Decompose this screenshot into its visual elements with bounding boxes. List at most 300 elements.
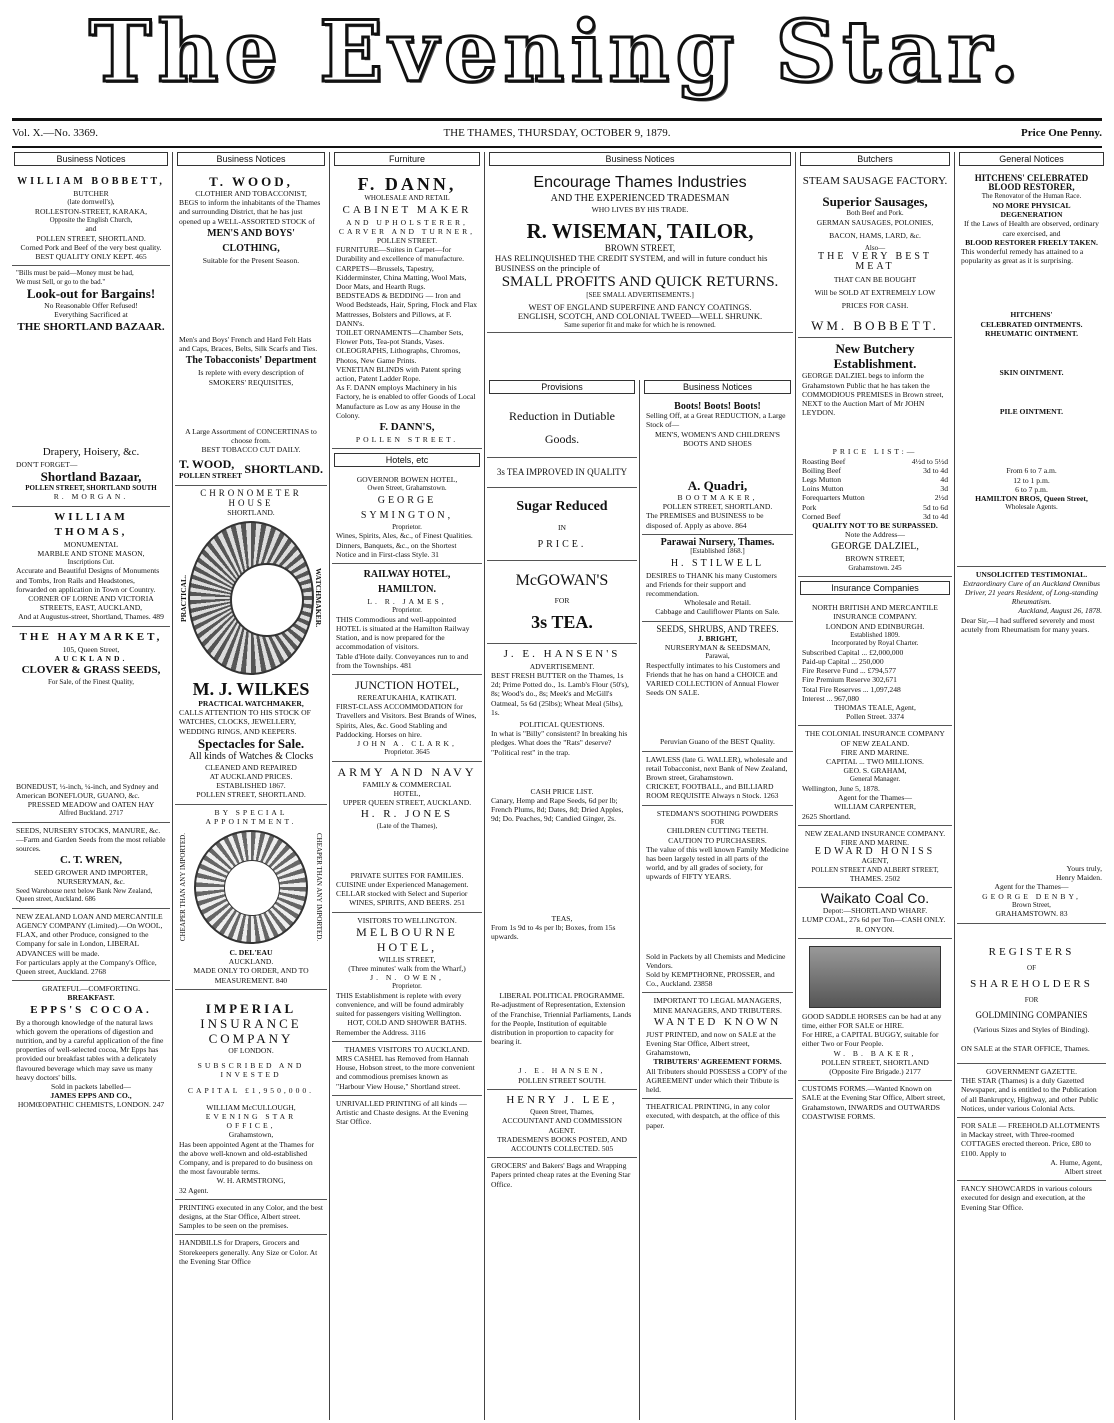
ad-line: CUISINE under Experienced Management. [336, 879, 469, 889]
price-row [802, 503, 948, 512]
ad-line: WINES, SPIRITS, AND BEERS. 251 [349, 898, 465, 908]
ad-line: CORNER OF LORNE AND VICTORIA STREETS, EAST, AUCKLAND, [28, 594, 154, 613]
text-placeholder [491, 757, 633, 787]
ad-line: Everything Sacrificed at [54, 310, 128, 320]
ad-t-wood [175, 171, 327, 486]
dateline-rule [12, 146, 1102, 148]
ad-hansen [487, 644, 637, 1090]
ad-line: BEST FRESH BUTTER on the Thames, 1s 2d; Prime Potted do., 1s. Lamb's Flour (50's), 8s; Wood's do., 8s; Meek's and McGill's Oatmeal, 5s 6d (25lbs); Wheat Meal (5lbs), 1s. [491, 671, 629, 717]
ad-line: ADVERTISEMENT. [529, 661, 595, 671]
ad-line: POLITICAL QUESTIONS. [519, 720, 605, 730]
ad-line: Sold in packets labelled— [51, 1081, 131, 1091]
ad-line: AGENT, [861, 856, 889, 866]
goods-list-placeholder [16, 335, 166, 445]
ad-line: Inscriptions Cut. [67, 557, 115, 566]
ad-line: BROWN STREET, [604, 243, 676, 254]
ad-line: FIRE AND MARINE. [840, 837, 910, 847]
price-value: 4½d to 5½d [911, 456, 948, 466]
ad-line: No Reasonable Offer Refused! [44, 301, 138, 311]
ad-line: Pollen Street. 3374 [845, 712, 904, 722]
text-placeholder [336, 831, 478, 871]
text-placeholder [179, 387, 323, 427]
ad-line: Henry Maiden. [1056, 873, 1102, 883]
ad-title: GEORGE SYMINGTON, [360, 494, 454, 521]
column-4 [487, 380, 637, 1420]
ad-line: GRATEFUL—COMFORTING. [41, 984, 141, 994]
ad-lawless [642, 752, 793, 806]
ad-title: J. E. HANSEN'S [503, 647, 621, 660]
ad-line: "Bills must be paid—Money must be had, [16, 269, 134, 278]
ad-line: All kinds of Watches & Clocks [188, 750, 314, 762]
ad-line: JUST PRINTED, and now on SALE at the Evening Star Office, Albert street, Grahamstown, [646, 1029, 776, 1058]
ad-line: (Late of the Thames), [376, 822, 438, 831]
ad-line: Subscribed Capital ... £2,000,000 [802, 647, 904, 657]
ad-line: Canary, Hemp and Rape Seeds, 6d per lb; French Plums, 8d; Dates, 8d; Dried Apples, 9d; Do. Peaches, 9d; Candied Ginger, 2s. [491, 796, 624, 824]
ad-line: CASH PRICE LIST. [530, 786, 594, 796]
ad-line: HOT, COLD AND SHOWER BATHS. [347, 1018, 467, 1028]
ad-stedmans-powders [642, 806, 793, 994]
ad-line: W. H. ARMSTRONG, [216, 1176, 286, 1186]
ad-line: Sold by KEMPTHORNE, PROSSER, and Co., Auckland. 23858 [646, 970, 775, 989]
ad-line: Also— [864, 243, 886, 252]
ad-line: BEDSTEADS & BEDDING — Iron and Wood Bedsteads, Hair, Spring, Flock and Flax Mattresses, Bolsters and Pillows, at F. DANN's. [336, 291, 478, 328]
text-placeholder [491, 941, 633, 991]
dateline [12, 124, 1102, 144]
ad-line: Wines, Spirits, Ales, &c., of Finest Qualities. [336, 531, 473, 541]
ad-line: GEORGE DALZIEL begs to inform the Grahamstown Public that he has taken the COMMODIOUS PREMISES in Brown street, NEXT to the Auction Mart of Mr JOHN LEYDON. [802, 371, 944, 418]
ad-line: Table d'Hote daily. Conveyances run to and from the Townships. 481 [336, 651, 469, 670]
ad-title: UNSOLICITED TESTIMONIAL. [975, 569, 1088, 579]
ad-line: BEST TOBACCO CUT DAILY. [201, 445, 301, 455]
ad-line: GOLDMINING COMPANIES [975, 1009, 1088, 1020]
ad-north-british-insurance [798, 600, 952, 726]
ad-line: BREAKFAST. [67, 993, 115, 1003]
ad-line: THE STAR (Thames) is a duly Gazetted Newspaper, and is entitled to the Publication of all Bankruptcy, Highway, and other Public Notices, under various Colonial Acts. [961, 1076, 1099, 1113]
ad-line: NURSERYMAN & SEEDSMAN, [664, 642, 771, 652]
ad-hitchens-restorer [957, 171, 1106, 567]
section-header: General Notices [959, 152, 1104, 166]
ad-title: MELBOURNE HOTEL, [356, 924, 458, 954]
ad-line: PRESSED MEADOW and OATEN HAY [27, 799, 155, 809]
price-list [802, 457, 948, 521]
ad-fancy-showcards [957, 1181, 1106, 1216]
ad-line: PRICE. [537, 539, 587, 551]
price-row [802, 457, 948, 466]
ad-title: WM. BOBBETT. [811, 318, 939, 334]
ad-line: THAT CAN BE BOUGHT [833, 274, 917, 284]
ad-line: [SEE SMALL ADVERTISEMENTS.] [586, 291, 694, 300]
ad-line: FIRST-CLASS ACCOMMODATION for Travellers and Visitors. Best Brands of Wines, Spirits, Ales, &c. Good Stabling and Paddocking. Horses on hire. [336, 702, 477, 739]
ad-line: THIS Commodious and well-appointed HOTEL is situated at the Hamilton Railway Station, and is now prepared for the accommodation of visitors. [336, 614, 470, 652]
ad-line: JAMES EPPS AND CO., [50, 1091, 132, 1101]
text-placeholder [491, 1046, 633, 1066]
ad-line: Alfred Buckland. 2717 [58, 809, 124, 818]
section-header: Business Notices [177, 152, 325, 166]
ad-line: Brown Street, [1012, 900, 1051, 909]
ad-title: A. Quadri, [687, 478, 748, 494]
ad-title: STEDMAN'S SOOTHING POWDERS [656, 808, 779, 818]
ad-title: 3s TEA. [531, 611, 593, 632]
ad-title: REGISTERS [988, 945, 1075, 958]
ad-line: TOILET ORNAMENTS—Chamber Sets, Flower Pots, Tea-pot Stands, Vases. [336, 327, 464, 347]
ad-line: GEO. S. GRAHAM, [843, 766, 907, 776]
ad-title: THE HAYMARKET, [19, 630, 163, 643]
text-placeholder [646, 448, 789, 478]
ad-theatrical-printing [642, 1099, 793, 1134]
ad-line: (Various Sizes and Styles of Binding). [973, 1024, 1090, 1034]
ad-line: CRICKET, FOOTBALL, and BILLIARD ROOM REQUISITE Always n Stock. 1263 [646, 782, 779, 801]
ad-freehold-allotments [957, 1118, 1106, 1181]
ad-line: This wonderful remedy has attained to a popularity as great as it is surprising. [961, 246, 1084, 266]
ad-line: 6 to 7 p.m. [1015, 484, 1048, 494]
ad-line: 105, Queen Street, [62, 644, 120, 654]
ad-line: FOR [1024, 996, 1039, 1005]
masthead [0, 0, 1114, 120]
ad-title: THE VERY BEST MEAT [817, 251, 932, 272]
ad-line: Same superior fit and make for which he is renowned. [564, 321, 716, 330]
ad-title: STEAM SAUSAGE FACTORY. [802, 175, 948, 187]
ad-bright-seeds [642, 622, 793, 752]
ad-line: JOHN A. CLARK, [357, 738, 457, 748]
ad-line: LAWLESS (late G. WALLER), wholesale and retail Tobacconist, next Bank of New Zealand, Brown street, Grahamstown. [646, 754, 788, 783]
ad-line: WATCHES, CLOCKS, JEWELLERY, WEDDING RINGS, AND KEEPERS. [179, 717, 297, 736]
ad-line: WILLIAM McCULLOUGH, [206, 1102, 296, 1112]
ad-line: DESIRES to THANK his many Customers and Friends for their support and recommendation. [646, 570, 777, 598]
ad-line: All Tributers should POSSESS a COPY of the AGREEMENT under which their Tribute is held. [646, 1066, 787, 1095]
ad-line: Interest ... 967,080 [802, 693, 859, 703]
ad-line: Corned Pork and Beef of the very best quality. [20, 242, 162, 252]
ad-line: WEST OF ENGLAND SUPERFINE AND FANCY COATINGS. [528, 301, 752, 312]
price-item: Boiling Beef [802, 465, 842, 475]
ad-line: 32 Agent. [179, 1185, 209, 1195]
ad-title: CABINET MAKER [342, 203, 472, 216]
ad-line: POLLEN STREET, SHORTLAND. [36, 233, 146, 243]
ad-nz-insurance [798, 826, 952, 889]
ad-mcgowans [487, 561, 637, 644]
ad-line: HOTEL, [393, 788, 421, 798]
ad-line: Selling Off, at a Great REDUCTION, a Large Stock of— [646, 411, 786, 430]
ad-line: Opposite the English Church, [49, 215, 133, 224]
ad-line: BLOOD RESTORER FREELY TAKEN. [965, 237, 1098, 247]
ad-line: IN [557, 523, 566, 533]
ad-line: We must Sell, or go to the bad." [16, 277, 106, 286]
ad-line: Proprietor. [392, 606, 422, 615]
ad-title: T. WOOD, [209, 174, 293, 189]
ad-line: FURNITURE—Suites in Carpet—for Durability and excellence of manufacture. [336, 245, 464, 264]
text-placeholder [961, 377, 1102, 407]
shirt-seal [179, 826, 323, 948]
ad-line: Drapery, Hoisery, &c. [42, 445, 140, 458]
ad-handbills [175, 1235, 327, 1270]
ad-title: CLOVER & GRASS SEEDS, [21, 664, 161, 677]
ad-line: HOMŒOPATHIC CHEMISTS, LONDON. 247 [17, 1100, 165, 1110]
ad-title: New Butchery Establishment. [833, 341, 917, 372]
ad-title: H. R. JONES [360, 808, 454, 821]
ad-line: WILLIAM CARPENTER, [834, 802, 916, 812]
column-1 [12, 152, 170, 1420]
ad-line: VENETIAN BLINDS with Patent spring action, Patent Ladder Rope. [336, 364, 461, 383]
ad-line: For particulars apply at the Company's Office, Queen street, Auckland. 2768 [16, 957, 157, 976]
ad-title: IMPORTANT TO LEGAL MANAGERS, MINE MANAGERS, AND TRIBUTERS. [653, 996, 782, 1015]
ad-line: SHORTLAND. [227, 507, 275, 517]
ad-nz-loan [12, 909, 170, 981]
ad-title: M. J. WILKES [192, 679, 310, 700]
ad-title: WANTED KNOWN [653, 1015, 782, 1028]
ad-line: CELLAR stocked with Select and Superior [336, 889, 468, 899]
ad-title: HENRY J. LEE, [506, 1093, 618, 1106]
ad-army-navy [332, 762, 482, 913]
ad-line: (Opposite Fire Brigade.) 2177 [829, 1067, 921, 1077]
ad-colonial-insurance [798, 726, 952, 825]
ad-line: For Sale, of the Finest Quality, [47, 678, 135, 687]
ad-title: R. WISEMAN, TAILOR, [526, 219, 754, 244]
column-5 [642, 380, 793, 1420]
ad-title: C. T. WREN, [59, 854, 123, 867]
ad-line: Total Fire Reserves ... 1,097,248 [802, 684, 901, 694]
ad-waikato-coal [798, 888, 952, 939]
ad-line: ROLLESTON-STREET, KARAKA, [34, 206, 148, 216]
ad-line: THEATRICAL PRINTING, in any color executed, with despatch, at the office of this paper. [646, 1102, 780, 1130]
ad-title: RAILWAY HOTEL, HAMILTON. [363, 568, 451, 595]
ad-line: BROWN STREET, [845, 554, 905, 564]
ad-title: SEEDS, SHRUBS, AND TREES. [656, 623, 779, 634]
ad-line: GROCERS' and Bakers' Bags and Wrapping Papers printed cheap rates at the Evening Star Office. [491, 1161, 631, 1189]
ad-title: GEORGE DALZIEL, [831, 541, 919, 553]
price-row [802, 512, 948, 521]
ad-line: NEW ZEALAND LOAN AND MERCANTILE AGENCY COMPANY (Limited).—On WOOL, FLAX, and other Produce, consigned to the Company for sale in London, LIBERAL ADVANCES will be made. [16, 911, 163, 958]
ad-title: EDWARD HONISS [814, 846, 936, 858]
ad-title: THE COLONIAL INSURANCE COMPANY OF NEW ZEALAND. [805, 729, 945, 748]
ad-title: Spectacles for Sale. [197, 735, 305, 751]
ad-line: General Manager. [849, 775, 901, 784]
ad-line: BEST QUALITY ONLY KEPT. 465 [35, 252, 147, 262]
ad-line: PRIVATE SUITES FOR FAMILIES. [350, 870, 464, 880]
ad-quadri-boots [642, 399, 793, 535]
price-value: 2½d [934, 493, 948, 503]
ad-line: MONUMENTAL [63, 539, 119, 549]
ad-title: Reduction in Dutiable [509, 409, 615, 423]
ad-line: Accurate and Beautiful Designs of Monuments and Tombs, Iron Rails and Headstones, forwarded on application in Town or Country. [16, 566, 160, 594]
ad-line: TEAS, [551, 913, 573, 923]
ad-title: WILLIAM THOMAS, [54, 510, 128, 538]
ad-junction-hotel [332, 675, 482, 762]
ad-line: Owen Street, Grahamstown. [367, 484, 447, 493]
section-header: Provisions [489, 380, 635, 394]
price-value: 3d to 4d [923, 511, 948, 521]
ad-line: In what is "Billy" consistent? In breaking his pledges. What does the "Rats" deserve? "Political rest" in the trap. [491, 729, 628, 757]
column-3 [332, 152, 482, 1420]
ad-line: PILE OINTMENT. [999, 407, 1064, 417]
ad-line: MARBLE AND STONE MASON, [37, 548, 145, 558]
column-rule [954, 152, 955, 1420]
ad-line: Agent for the Thames— [994, 882, 1069, 892]
ad-line: FOR [554, 595, 570, 605]
ad-line: FOR [710, 817, 725, 826]
ad-line: SKIN OINTMENT. [999, 367, 1064, 377]
ad-line: FOR SALE — FREEHOLD ALLOTMENTS in Mackay street, with Three-roomed COTTAGES erected thereon. Price, £80 to £100. Apply to [961, 1121, 1100, 1158]
ad-line: A Large Assortment of CONCERTINAS to choose from. [185, 426, 317, 446]
ad-title: F. DANN'S, [379, 420, 435, 433]
column-rule [639, 380, 640, 1420]
ad-title: THE SHORTLAND BAZAAR. [17, 320, 165, 333]
ad-line: Auckland, August 26, 1878. [1018, 606, 1102, 616]
ad-line: CARPETS—Brussels, Tapestry, Kidderminster, China Matting, Wool Mats, Door Mats, and Hearth Rugs. [336, 263, 467, 291]
ad-line: VISITORS TO WELLINGTON. [357, 915, 457, 925]
ad-line: Respectfully intimates to his Customers and Friends that he has on hand a CHOICE and VARIED COLLECTION of Annual Flower Seeds ON SALE. [646, 660, 780, 698]
price-value: 5d to 6d [923, 502, 948, 512]
ad-line: WHOLESALE AND RETAIL [364, 194, 450, 202]
text-placeholder [961, 512, 1102, 562]
ad-line: FANCY SHOWCARDS in various colours executed for design and execution, at the Evening Star Office. [961, 1184, 1092, 1212]
ad-customs-forms [798, 1081, 952, 1125]
ad-title: CHRONOMETER HOUSE [200, 488, 302, 508]
ad-line: J. N. OWEN, [370, 973, 444, 983]
ad-line: POLLEN STREET [179, 471, 243, 481]
masthead-rule [12, 118, 1102, 121]
ad-line: THAMES VISITORS TO AUCKLAND. [344, 1044, 470, 1054]
ad-line: SUBSCRIBED AND INVESTED [197, 1061, 305, 1080]
ad-line: HITCHENS' [1010, 310, 1053, 320]
ad-line: R. MORGAN. [53, 492, 129, 502]
ad-title: GOVERNMENT GAZETTE. [986, 1067, 1077, 1076]
ad-line: For HIRE, a CAPITAL BUGGY, suitable for either Two or Four People. [802, 1030, 939, 1049]
ad-line: POLLEN STREET. [355, 434, 459, 444]
ad-line: THAMES. 2502 [849, 874, 901, 884]
ad-line: EVENING STAR OFFICE, [205, 1111, 297, 1131]
price-row [802, 475, 948, 484]
ad-line: Grahamstown. 245 [848, 563, 902, 572]
ad-line: MEN'S, WOMEN'S AND CHILDREN'S BOOTS AND SHOES [654, 429, 781, 448]
ad-line: POLLEN STREET, SHORTLAND. [662, 502, 773, 512]
ad-title: Superior Sausages, [822, 194, 928, 209]
ad-line: POLLEN STREET. [376, 235, 438, 245]
ad-line: [Established 1868.] [690, 547, 745, 556]
ad-line: and [85, 224, 97, 234]
watch-illustration [179, 517, 323, 679]
ad-title: BY SPECIAL APPOINTMENT. [205, 807, 297, 826]
ad-line: Dinners, Banquets, &c., on the Shortest Notice and in First-class Style. 31 [336, 540, 457, 559]
column-6 [798, 152, 952, 1420]
price-value: 4d [940, 475, 948, 485]
ad-line: CAUTION TO PURCHASERS. [668, 835, 767, 845]
ad-line: Proprietor. [392, 522, 422, 531]
ad-title: Encourage Thames Industries [533, 174, 747, 191]
ad-line: Wellington, June 5, 1878. [802, 783, 880, 793]
ad-imperial-insurance [175, 990, 327, 1200]
ad-title: JUNCTION HOTEL, [355, 677, 459, 692]
ad-line: The Renovator of the Human Race. [981, 192, 1082, 201]
ad-f-dann [332, 171, 482, 449]
ad-line: SEEDS, NURSERY STOCKS, MANURE, &c.—Farm and Garden Seeds from the most reliable sources. [16, 825, 166, 854]
ad-line: PRINTING executed in any Color, and the best designs, at the Star Office, Albert street. Samples to be seen on the premises. [179, 1202, 323, 1231]
ad-line: W. B. BAKER, [833, 1048, 917, 1058]
issue-date: THE THAMES, THURSDAY, OCTOBER 9, 1879. [443, 127, 671, 139]
price-row [802, 493, 948, 502]
ad-line: GRAHAMSTOWN. 83 [995, 909, 1068, 919]
text-placeholder [961, 265, 1102, 310]
ad-wilkes [175, 486, 327, 804]
ad-title: NORTH BRITISH AND MERCANTILE INSURANCE COMPANY. [812, 603, 938, 622]
ad-line: MRS CASHEL has Removed from Hannah House, Hobson street, to the more convenient and commodious premises known as "Harbour View House," Shortland street. [336, 1054, 475, 1091]
text-placeholder [961, 338, 1102, 368]
ad-wren [12, 823, 170, 909]
ad-line: J. E. HANSEN, [518, 1066, 606, 1076]
ad-line: GEORGE DENBY, [982, 891, 1081, 901]
ad-line: Wholesale and Retail. [684, 598, 751, 608]
ad-line: QUALITY NOT TO BE SURPASSED. [812, 521, 938, 531]
volume-number: Vol. X.—No. 3369. [12, 127, 98, 139]
ad-line: POLLEN STREET, SHORTLAND SOUTH [25, 483, 157, 492]
price: Price One Penny. [1021, 127, 1102, 139]
column-rule [484, 152, 485, 1420]
ad-line: CELEBRATED OINTMENTS. [980, 319, 1083, 329]
ad-line: HANDBILLS for Drapers, Grocers and Storekeepers generally. Any Size or Color. At the Evening Star Office [179, 1238, 318, 1266]
ad-line: BACON, HAMS, LARD, &c. [829, 230, 921, 240]
ad-title: Sugar Reduced [516, 499, 608, 515]
ad-line: POLLEN STREET, SHORTLAND. [196, 790, 306, 800]
ad-epps-cocoa [12, 981, 170, 1113]
ad-line: C. DEL'EAU [229, 948, 273, 958]
ad-line: WHO LIVES BY HIS TRADE. [591, 205, 689, 214]
watch-face-icon [188, 521, 314, 675]
ad-grocers-bags [487, 1158, 637, 1193]
ad-line: AUCKLAND. [54, 653, 128, 663]
ad-henry-lee [487, 1090, 637, 1158]
ad-line: BONEDUST, ½-inch, ¼-inch, and Sydney and American BONEFLOUR, GUANO, &c. [16, 781, 159, 800]
column-rule [329, 152, 330, 1420]
ad-line: Yours truly, [1066, 864, 1102, 874]
ad-line: Dear Sir,—I had suffered severely and most acutely from Rheumatism for many years. [961, 615, 1095, 634]
ad-line: Fire Reserve Fund ... £794,577 [802, 666, 897, 676]
ad-line: If the Laws of Health are observed, ordinary care exercised, and [964, 219, 1099, 238]
ad-line: Proprietor. 3645 [384, 748, 430, 757]
ad-line: J. BRIGHT, [697, 633, 738, 643]
ad-line: A. Hume, Agent, [1050, 1157, 1102, 1167]
ad-line: From 6 to 7 a.m. [1006, 466, 1057, 476]
ad-line: WILLIS STREET, [378, 954, 436, 964]
ad-line: GERMAN SAUSAGES, POLONIES, [816, 217, 934, 227]
ad-title: WILLIAM BOBBETT, [17, 176, 165, 187]
ad-line: 2625 Shortland. [802, 811, 851, 821]
ad-title: EPPS'S COCOA. [30, 1003, 152, 1016]
ad-line: BUTCHER [73, 189, 109, 198]
ad-line: 3s TEA IMPROVED IN QUALITY [496, 467, 628, 477]
ad-line: LIBERAL POLITICAL PROGRAMME. [499, 991, 625, 1001]
price-item: Forequarters Mutton [802, 493, 865, 503]
ad-line: AND UPHOLSTERER, [346, 217, 468, 227]
ad-title: IMPERIAL [205, 1000, 297, 1016]
price-value: 3d [940, 484, 948, 494]
ad-line: SHORTLAND. [244, 462, 323, 477]
ad-line: LONDON AND EDINBURGH. [825, 621, 925, 631]
section-header: Butchers [800, 152, 950, 166]
ad-line: OF LONDON. [228, 1045, 274, 1055]
price-item: Roasting Beef [802, 456, 846, 466]
ad-title: NEW ZEALAND INSURANCE COMPANY. [804, 828, 946, 838]
price-row [802, 466, 948, 475]
ad-line: Queen Street, Thames, [530, 1107, 594, 1116]
ad-line: Agent for the Thames— [838, 793, 912, 803]
ad-line: Peruvian Guano of the BEST Quality. [660, 737, 775, 747]
text-placeholder [646, 882, 789, 952]
price-row [802, 484, 948, 493]
ad-line: Fire Premium Reserve 302,671 [802, 675, 897, 685]
ad-line: THIS Establishment is replete with every convenience, and will be found admirably suited for passengers visiting Wellington. [336, 990, 464, 1019]
section-header: Business Notices [489, 152, 791, 166]
ad-line: NO MORE PHYSICAL DEGENERATION [992, 200, 1071, 220]
ad-title: SMALL PROFITS AND QUICK RETURNS. [501, 274, 779, 291]
ad-line: Established 1809. [850, 630, 900, 639]
